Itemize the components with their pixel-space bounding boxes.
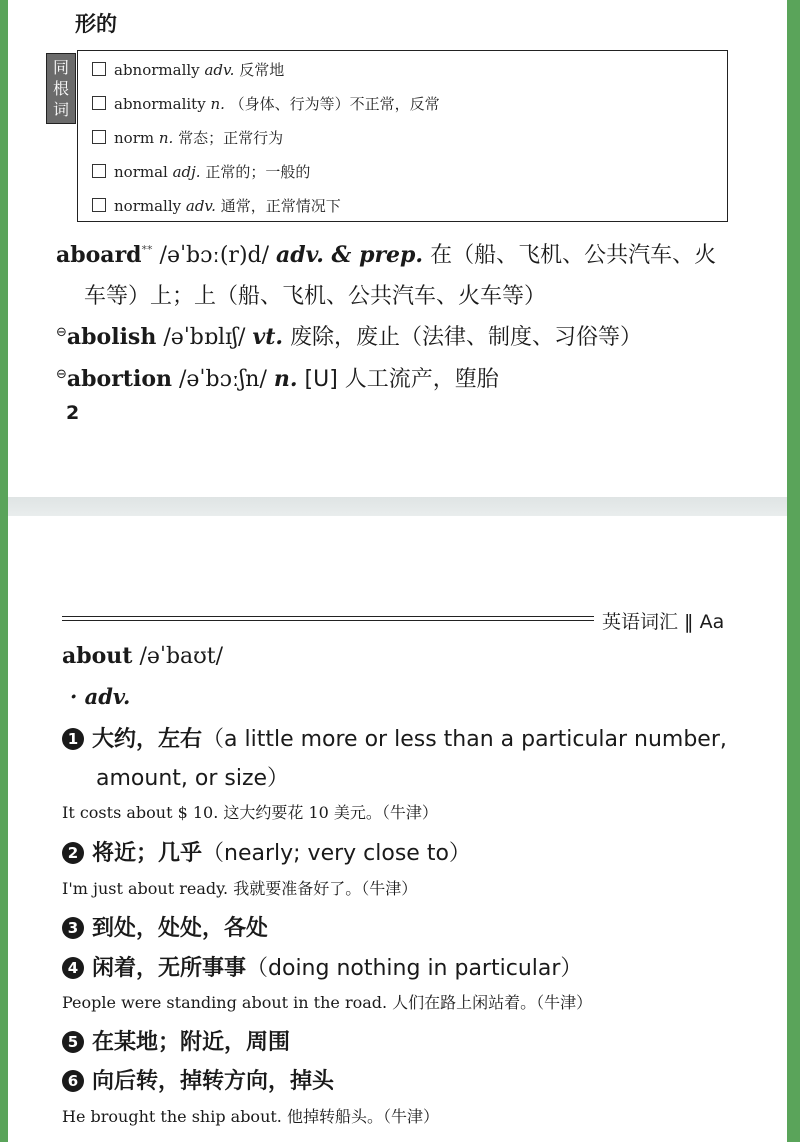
sense-meaning: 到处，处处，各处 (92, 916, 269, 941)
related-word-row (92, 161, 310, 182)
sense-3 (62, 911, 268, 942)
phonetic: /əˈbɔːʃn/ (179, 367, 267, 392)
example-sentence: It costs about $ 10. 这大约要花 10 美元。（牛津） (62, 803, 438, 822)
sense-number: 4 (62, 957, 84, 979)
entry-aboard (56, 238, 716, 269)
sense-6 (62, 1064, 334, 1095)
sense-definition: （a little more or less than a particular number, (202, 727, 727, 752)
part-of-speech: vt. (252, 324, 284, 350)
part-of-speech: adv. & prep. (276, 242, 424, 268)
entry-abolish (56, 320, 642, 351)
meaning: 在（船、飞机、公共汽车、火 (430, 243, 717, 268)
sense-number: 1 (62, 728, 84, 750)
sense-meaning: 向后转，掉转方向，掉头 (92, 1069, 335, 1094)
related-meaning: 正常的；一般的 (205, 163, 311, 181)
checkbox-icon (92, 198, 106, 212)
related-meaning: （身体、行为等）不正常，反常 (229, 95, 440, 113)
related-word-row (92, 127, 283, 148)
frequency-stars: ** (141, 243, 153, 256)
sense-number: 6 (62, 1070, 84, 1092)
page-separator (8, 497, 787, 516)
sense-5 (62, 1025, 290, 1056)
headword: abolish (66, 324, 157, 350)
related-meaning: 反常地 (239, 61, 285, 79)
sense-definition: （doing nothing in particular） (246, 956, 583, 981)
sense-number: 3 (62, 917, 84, 939)
entry-aboard-continued: 车等）上；上（船、飞机、公共汽车、火车等） (84, 284, 547, 309)
checkbox-icon (92, 130, 106, 144)
related-word-row (92, 195, 341, 216)
entry-about (62, 643, 223, 669)
part-of-speech: n. (273, 366, 298, 392)
minus-circle-icon: ⊖ (56, 367, 67, 382)
related-words-tag: 同根词 (46, 53, 76, 124)
meaning: 废除，废止（法律、制度、习俗等） (290, 325, 643, 350)
top-fragment: 形的 (75, 12, 117, 36)
entry-abortion (56, 362, 499, 393)
example-sentence: He brought the ship about. 他掉转船头。（牛津） (62, 1107, 439, 1126)
example-sentence: People were standing about in the road. 人们在路上闲站着。（牛津） (62, 993, 593, 1012)
related-pos: n. (210, 95, 225, 113)
sense-1-continued: amount, or size） (96, 766, 290, 791)
sense-meaning: 将近；几乎 (92, 841, 203, 866)
section-header: 英语词汇 ‖ Aa (602, 611, 725, 633)
sense-4 (62, 951, 582, 982)
sense-number: 5 (62, 1031, 84, 1053)
phonetic: /əˈbɔː(r)d/ (159, 243, 270, 268)
page-number: 2 (66, 402, 80, 424)
checkbox-icon (92, 164, 106, 178)
related-word: normal (114, 163, 168, 181)
example-sentence: I'm just about ready. 我就要准备好了。（牛津） (62, 879, 418, 898)
phonetic: /əˈbaʊt/ (139, 644, 224, 669)
headword: about (62, 643, 133, 669)
related-pos: adv. (204, 61, 235, 79)
sense-meaning: 闲着，无所事事 (92, 956, 247, 981)
sense-meaning: 在某地；附近，周围 (92, 1030, 291, 1055)
related-word: normally (114, 197, 182, 215)
checkbox-icon (92, 62, 106, 76)
sense-1 (62, 722, 727, 753)
related-pos: n. (158, 129, 174, 147)
headword: abortion (66, 366, 172, 392)
sense-definition: （nearly; very close to） (202, 841, 471, 866)
minus-circle-icon: ⊖ (56, 325, 67, 340)
headword: aboard (56, 242, 142, 268)
related-meaning: 常态；正常行为 (178, 129, 284, 147)
related-word: abnormality (114, 95, 206, 113)
checkbox-icon (92, 96, 106, 110)
related-meaning: 通常，正常情况下 (220, 197, 341, 215)
header-rule (62, 616, 594, 621)
phonetic: /əˈbɒlɪʃ/ (163, 325, 246, 350)
meaning: [U] 人工流产，堕胎 (304, 367, 499, 392)
sense-number: 2 (62, 842, 84, 864)
related-word: abnormally (114, 61, 200, 79)
related-word: norm (114, 129, 155, 147)
part-of-speech: · adv. (70, 684, 131, 709)
related-word-row (92, 59, 284, 80)
sense-meaning: 大约，左右 (92, 727, 203, 752)
related-word-row (92, 93, 440, 114)
related-pos: adj. (172, 163, 201, 181)
related-pos: adv. (185, 197, 216, 215)
sense-2 (62, 836, 471, 867)
